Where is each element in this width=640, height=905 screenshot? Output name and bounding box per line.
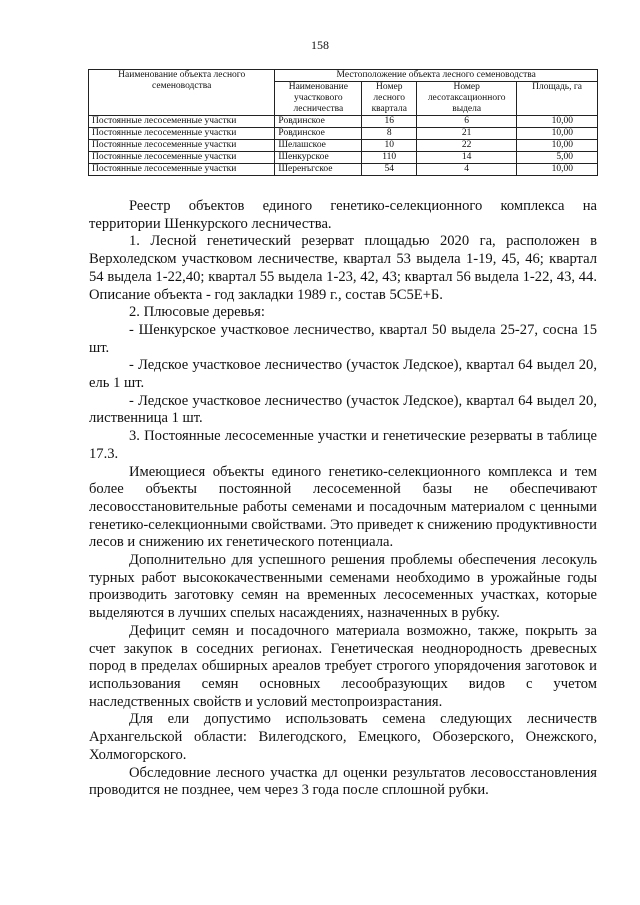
table-row <box>89 164 598 176</box>
cell-object-name: Постоянные лесосеменные участки <box>89 152 275 164</box>
seed-base-paragraph: Имеющиеся объекты единого генетико-селекционного комплекса и тем более объекты постоянной лесосеменной базы не обеспечивают лесовосстановительные работы семенами и посадочным материалом с ценными генетико-селекционными свойствами. Это приведет к снижению продуктивности лесов и снижению их генетического потенциала. <box>89 463 597 551</box>
table-row <box>89 140 598 152</box>
cell-forestry: Ровдинское <box>275 116 362 128</box>
cell-area: 10,00 <box>517 116 598 128</box>
cell-quarter: 8 <box>362 128 417 140</box>
page-number: 158 <box>311 38 329 52</box>
additional-measures-paragraph: Дополнительно для успешного решения проблемы обеспечения лесокуль турных работ высококачественными семенами необходимо в урожайные годы производить заготовку семян на временных лесосеменных участках, которые выделяются в лучших спелых насаждениях, назначенных в рубку. <box>89 552 597 622</box>
cell-area: 10,00 <box>517 128 598 140</box>
cell-forestry: Ровдинское <box>275 128 362 140</box>
seed-plots-paragraph: 3. Постоянные лесосеменные участки и генетические резерваты в таблице 17.3. <box>89 428 597 462</box>
seed-objects-table <box>88 69 598 176</box>
spruce-seeds-paragraph: Для ели допустимо использовать семена следующих лесничеств Архангельской области: Вилегодского, Емецкого, Обозерского, Онежского, Холмогорского. <box>89 711 597 763</box>
cell-allotment: 21 <box>417 128 517 140</box>
survey-paragraph: Обследовние лесного участка дл оценки результатов лесовосстановления проводится не позднее, чем через 3 года после сплошной рубки. <box>89 764 597 799</box>
registry-intro-paragraph: Реестр объектов единого генетико-селекционного комплекса на территории Шенкурского лесничества. <box>89 198 597 232</box>
plus-tree-item: - Ледское участковое лесничество (участок Ледское), квартал 64 выдел 20, ель 1 шт. <box>89 357 597 392</box>
header-object-name: Наименование объекта лесного семеноводства <box>89 70 275 116</box>
cell-forestry: Шенкурское <box>275 152 362 164</box>
header-location: Местоположение объекта лесного семеноводства <box>275 70 598 82</box>
plus-trees-heading: 2. Плюсовые деревья: <box>129 304 265 321</box>
cell-quarter: 110 <box>362 152 417 164</box>
cell-quarter: 10 <box>362 140 417 152</box>
cell-object-name: Постоянные лесосеменные участки <box>89 128 275 140</box>
seed-deficit-paragraph: Дефицит семян и посадочного материала возможно, также, покрыть за счет закупок в соседних регионах. Генетическая неоднородность древесных пород в пределах обширных ареалов требует строгого упорядочения заготовок и использования семян основных лесообразующих видов с учетом наследственных свойств и условий местопроизрастания. <box>89 622 597 710</box>
cell-allotment: 22 <box>417 140 517 152</box>
cell-quarter: 16 <box>362 116 417 128</box>
cell-area: 5,00 <box>517 152 598 164</box>
cell-allotment: 4 <box>417 164 517 176</box>
cell-allotment: 14 <box>417 152 517 164</box>
body-text <box>89 198 597 800</box>
plus-tree-item: - Ледское участковое лесничество (участок Ледское), квартал 64 выдел 20, лиственница 1 шт. <box>89 392 597 427</box>
cell-object-name: Постоянные лесосеменные участки <box>89 140 275 152</box>
genetic-reserve-paragraph: 1. Лесной генетический резерват площадью 2020 га, расположен в Верхоледском участковом лесничестве, квартал 53 выдела 1-19, 45, 46; квартал 54 выдела 1-22,40; квартал 55 выдела 1-23, 42, 43; квартал 56 выдела 1-22, 43, 44. Описание объекта - год закладки 1989 г., состав 5С5Е+Б. <box>89 233 597 303</box>
cell-forestry: Шелашское <box>275 140 362 152</box>
cell-quarter: 54 <box>362 164 417 176</box>
header-forestry: Наименование участкового лесничества <box>275 82 362 116</box>
table-row <box>89 128 598 140</box>
header-area: Площадь, га <box>517 82 598 116</box>
plus-tree-item: - Шенкурское участковое лесничество, квартал 50 выдела 25-27, сосна 15 шт. <box>89 321 597 356</box>
cell-area: 10,00 <box>517 164 598 176</box>
header-allotment: Номер лесотаксационного выдела <box>417 82 517 116</box>
cell-object-name: Постоянные лесосеменные участки <box>89 116 275 128</box>
table-row <box>89 152 598 164</box>
cell-area: 10,00 <box>517 140 598 152</box>
header-quarter: Номер лесного квартала <box>362 82 417 116</box>
cell-forestry: Шеренъгское <box>275 164 362 176</box>
cell-object-name: Постоянные лесосеменные участки <box>89 164 275 176</box>
table-row <box>89 116 598 128</box>
cell-allotment: 6 <box>417 116 517 128</box>
